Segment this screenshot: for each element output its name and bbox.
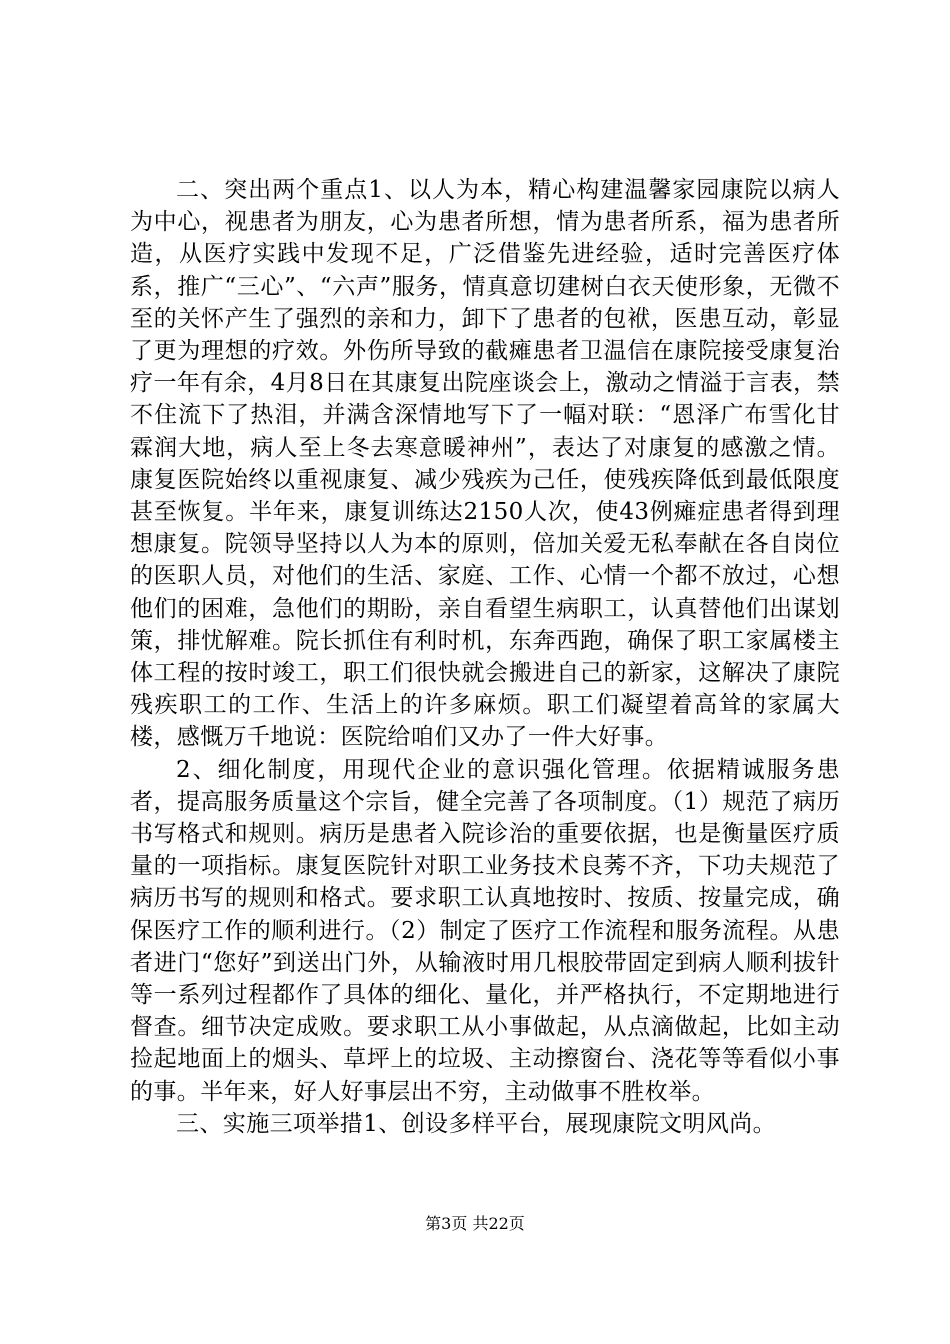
paragraph-refine-system: 2、细化制度，用现代企业的意识强化管理。依据精诚服务患者，提高服务质量这个宗旨，健全完善了各项制度。（1）规范了病历书写格式和规则。病历是患者入院诊治的重要依据，也是衡量医疗质量的一项指标。康复医院针对职工业务技术良莠不齐，下功夫规范了病历书写的规则和格式。要求职工认真地按时、按质、按量完成，确保医疗工作的顺利进行。（2）制定了医疗工作流程和服务流程。从患者进门“您好”到送出门外，从输液时用几根胶带固定到病人顺利拔针等一系列过程都作了具体的细化、量化，并严格执行，不定期地进行督查。细节决定成败。要求职工从小事做起，从点滴做起，比如主动捡起地面上的烟头、草坪上的垃圾、主动擦窗台、浇花等等看似小事的事。半年来，好人好事层出不穷，主动做事不胜枚举。 — [130, 756, 840, 1105]
paragraph-section-three: 三、实施三项举措1、创设多样平台，展现康院文明风尚。 — [176, 1110, 777, 1137]
paragraph-section-two: 二、突出两个重点1、以人为本，精心构建温馨家园康院以病人为中心，视患者为朋友，心为患者所想，情为患者所系，福为患者所造，从医疗实践中发现不足，广泛借鉴先进经验，适时完善医疗体系，推广“三心”、“六声”服务，情真意切建树白衣天使形象，无微不至的关怀产生了强烈的亲和力，卸下了患者的包袱，医患互动，彰显了更为理想的疗效。外伤所导致的截瘫患者卫温信在康院接受康复治疗一年有余，4月8日在其康复出院座谈会上，激动之情溢于言表，禁不住流下了热泪，并满含深情地写下了一幅对联：“恩泽广布雪化甘霖润大地，病人至上冬去寒意暖神州”，表达了对康复的感激之情。康复医院始终以重视康复、减少残疾为己任，使残疾降低到最低限度甚至恢复。半年来，康复训练达2150人次，使43例瘫症患者得到理想康复。院领导坚持以人为本的原则，倍加关爱无私奉献在各自岗位的医职人员，对他们的生活、家庭、工作、心情一个都不放过，心想他们的困难，急他们的期盼，亲自看望生病职工，认真替他们出谋划策，排忧解难。院长抓住有利时机，东奔西跑，确保了职工家属楼主体工程的按时竣工，职工们很快就会搬进自己的新家，这解决了康院残疾职工的工作、生活上的许多麻烦。职工们凝望着高耸的家属大楼，感慨万千地说：医院给咱们又办了一件大好事。 — [130, 177, 840, 751]
document-body — [130, 174, 840, 1140]
page-number-footer: 第3页 共22页 — [425, 1214, 525, 1233]
